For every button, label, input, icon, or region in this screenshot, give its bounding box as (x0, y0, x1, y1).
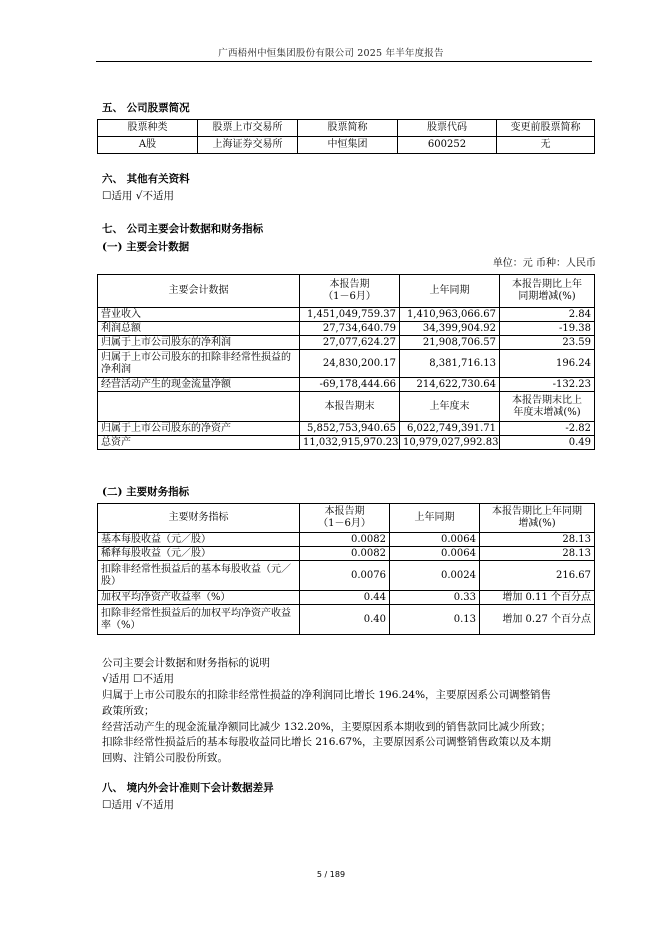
row-label: 利润总额 (98, 322, 300, 336)
note-line: 回购、注销公司股份所致。 (102, 752, 228, 764)
row-current: 0.0082 (300, 533, 390, 547)
section-6-applicability: ☐适用 √不适用 (102, 190, 174, 202)
blank-cell (98, 392, 300, 422)
table-header-change: 本报告期比上年同期 增减(%) (480, 504, 595, 533)
table-header-current: 本报告期 （1－6月） (300, 504, 390, 533)
row-prior: 10,979,027,992.83 (400, 436, 500, 450)
notes-title: 公司主要会计数据和财务指标的说明 (102, 657, 270, 669)
row-prior: 214,622,730.64 (400, 378, 500, 392)
row-change: 23.59 (500, 336, 595, 350)
unit-currency-note: 单位：元 币种：人民币 (492, 258, 596, 269)
row-change: 0.49 (500, 436, 595, 450)
row-label: 基本每股收益（元／股） (98, 533, 300, 547)
subsection-financial-indicators-title: (二) 主要财务指标 (102, 486, 190, 498)
section-8-applicability: ☐适用 √不适用 (102, 799, 174, 811)
row-label: 总资产 (98, 436, 300, 450)
row-change: 增加 0.27 个百分点 (480, 605, 595, 635)
stock-profile-table (97, 119, 595, 154)
row-change: 28.13 (480, 547, 595, 561)
financial-indicators-table (97, 503, 595, 635)
row-prior: 0.0024 (390, 561, 480, 591)
main-accounting-data-table (97, 274, 595, 450)
row-label: 营业收入 (98, 308, 300, 322)
table-header-current: 本报告期 （1－6月） (300, 275, 400, 308)
header-rule (96, 61, 592, 62)
table-subheader-current: 本报告期末 (300, 392, 400, 422)
row-label: 稀释每股收益（元／股） (98, 547, 300, 561)
row-label: 经营活动产生的现金流量净额 (98, 378, 300, 392)
row-current: 5,852,753,940.65 (300, 422, 400, 436)
row-label: 归属于上市公司股东的扣除非经常性损益的净利润 (98, 350, 300, 378)
row-change: 2.84 (500, 308, 595, 322)
stock-col-header: 变更前股票简称 (497, 120, 595, 137)
stock-col-header: 股票代码 (398, 120, 497, 137)
row-current: 1,451,049,759.37 (300, 308, 400, 322)
row-prior: 0.0064 (390, 533, 480, 547)
row-prior: 21,908,706.57 (400, 336, 500, 350)
row-current: 24,830,200.17 (300, 350, 400, 378)
row-current: 27,077,624.27 (300, 336, 400, 350)
note-line: 经营活动产生的现金流量净额同比减少 132.20%，主要原因系本期收到的销售款同比减少所致； (102, 721, 552, 733)
row-current: -69,178,444.66 (300, 378, 400, 392)
row-prior: 34,399,904.92 (400, 322, 500, 336)
row-label: 扣除非经常性损益后的加权平均净资产收益率（%） (98, 605, 300, 635)
row-prior: 0.0064 (390, 547, 480, 561)
table-header-label: 主要会计数据 (98, 275, 300, 308)
row-current: 0.0082 (300, 547, 390, 561)
row-current: 0.0076 (300, 561, 390, 591)
table-header-prior: 上年同期 (390, 504, 480, 533)
row-prior: 0.13 (390, 605, 480, 635)
table-subheader-prior: 上年度末 (400, 392, 500, 422)
table-header-label: 主要财务指标 (98, 504, 300, 533)
row-change: -2.82 (500, 422, 595, 436)
notes-applicability: √适用 ☐不适用 (102, 673, 174, 685)
row-label: 加权平均净资产收益率（%） (98, 591, 300, 605)
row-current: 27,734,640.79 (300, 322, 400, 336)
row-change: -19.38 (500, 322, 595, 336)
row-current: 0.40 (300, 605, 390, 635)
row-change: -132.23 (500, 378, 595, 392)
table-header-change: 本报告期比上年 同期增减(%) (500, 275, 595, 308)
section-8-title: 八、 境内外会计准则下会计数据差异 (102, 782, 274, 794)
row-label: 归属于上市公司股东的净利润 (98, 336, 300, 350)
note-line: 政策所致； (102, 705, 155, 717)
stock-cell: 上海证券交易所 (198, 137, 298, 154)
row-prior: 8,381,716.13 (400, 350, 500, 378)
row-prior: 6,022,749,391.71 (400, 422, 500, 436)
row-change: 196.24 (500, 350, 595, 378)
row-prior: 1,410,963,066.67 (400, 308, 500, 322)
page-number: 5 / 189 (316, 870, 346, 879)
stock-cell: 中恒集团 (298, 137, 398, 154)
stock-cell: 无 (497, 137, 595, 154)
subsection-main-accounting-data-title: (一) 主要会计数据 (102, 241, 190, 253)
row-change: 216.67 (480, 561, 595, 591)
section-5-title: 五、 公司股票简况 (102, 102, 190, 114)
stock-col-header: 股票上市交易所 (198, 120, 298, 137)
row-label: 归属于上市公司股东的净资产 (98, 422, 300, 436)
row-change: 增加 0.11 个百分点 (480, 591, 595, 605)
section-7-title: 七、 公司主要会计数据和财务指标 (102, 223, 264, 235)
stock-cell: 600252 (398, 137, 497, 154)
row-label: 扣除非经常性损益后的基本每股收益（元／股） (98, 561, 300, 591)
running-header: 广西梧州中恒集团股份有限公司 2025 年半年度报告 (218, 48, 444, 59)
table-header-prior: 上年同期 (400, 275, 500, 308)
stock-col-header: 股票种类 (98, 120, 198, 137)
row-prior: 0.33 (390, 591, 480, 605)
section-6-title: 六、 其他有关资料 (102, 173, 190, 185)
note-line: 扣除非经常性损益后的基本每股收益同比增长 216.67%，主要原因系公司调整销售政策以及本期 (102, 736, 552, 748)
row-current: 0.44 (300, 591, 390, 605)
stock-col-header: 股票简称 (298, 120, 398, 137)
row-change: 28.13 (480, 533, 595, 547)
row-current: 11,032,915,970.23 (300, 436, 400, 450)
stock-cell: A股 (98, 137, 198, 154)
note-line: 归属于上市公司股东的扣除非经常性损益的净利润同比增长 196.24%，主要原因系公司调整销售 (102, 689, 552, 701)
table-subheader-change: 本报告期末比上 年度末增减(%) (500, 392, 595, 422)
